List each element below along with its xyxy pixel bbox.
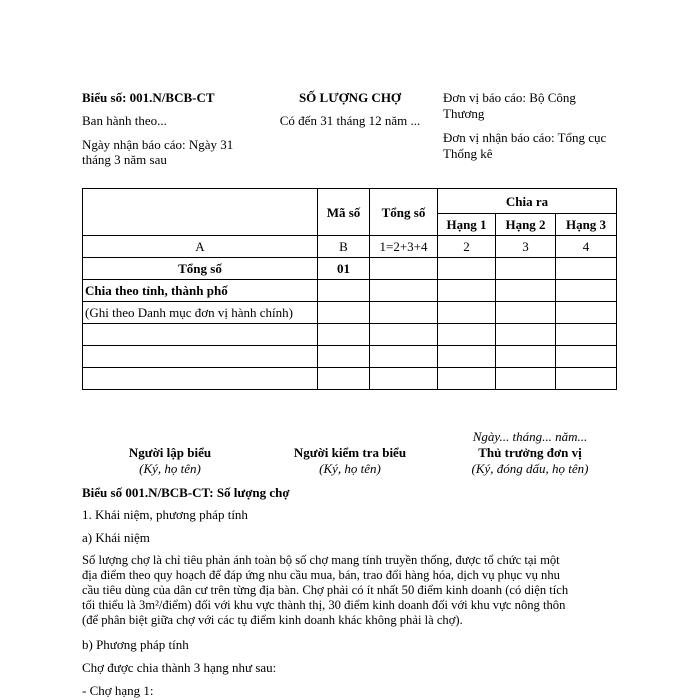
table-cell — [83, 346, 318, 368]
head-sub: (Ký, đóng dấu, họ tên) — [471, 461, 589, 476]
table-cell — [496, 324, 556, 346]
table-cell — [318, 324, 370, 346]
signature-date: Ngày... tháng... năm... — [472, 429, 588, 444]
note-row — [83, 302, 617, 324]
index-row — [83, 236, 617, 258]
table-cell — [496, 302, 556, 324]
paragraph-line: tối thiểu là 3m²/điểm) đối với khu vực thành thị, 30 điểm kinh doanh đối với khu vực nông thôn — [82, 598, 566, 612]
header-blank-cell — [83, 189, 318, 236]
table-cell — [496, 368, 556, 390]
table-cell — [438, 302, 496, 324]
index-cell: B — [318, 236, 370, 258]
subsection-b-heading: b) Phương pháp tính — [82, 637, 189, 652]
head-title: Thủ trưởng đơn vị — [478, 445, 582, 460]
checker-title: Người kiểm tra biểu — [293, 445, 407, 460]
table-cell — [370, 280, 438, 302]
index-cell: 2 — [438, 236, 496, 258]
table-cell — [438, 258, 496, 280]
table-cell — [438, 280, 496, 302]
index-cell: 1=2+3+4 — [370, 236, 438, 258]
table-cell — [438, 346, 496, 368]
table-cell — [83, 368, 318, 390]
reporting-unit-line1: Đơn vị báo cáo: Bộ Công — [443, 90, 576, 105]
issued-by: Ban hành theo... — [82, 113, 167, 128]
table-cell — [370, 302, 438, 324]
reporting-unit-line2: Thương — [443, 106, 485, 121]
table-cell — [318, 280, 370, 302]
table-cell — [556, 368, 617, 390]
report-table — [82, 188, 617, 390]
table-cell — [496, 346, 556, 368]
as-of-date: Có đến 31 tháng 12 năm ... — [279, 113, 421, 128]
preparer-title: Người lập biểu — [128, 445, 212, 460]
table-cell — [370, 324, 438, 346]
receiving-unit-line1: Đơn vị nhận báo cáo: Tổng cục — [443, 130, 607, 145]
by-province-label: Chia theo tỉnh, thành phố — [83, 280, 318, 302]
empty-row — [83, 324, 617, 346]
table-cell — [370, 368, 438, 390]
total-code: 01 — [318, 258, 370, 280]
index-cell: 3 — [496, 236, 556, 258]
receive-date-line1: Ngày nhận báo cáo: Ngày 31 — [82, 137, 234, 152]
table-cell — [370, 258, 438, 280]
checker-sub: (Ký, họ tên) — [319, 461, 381, 476]
paragraph-line: Số lượng chợ là chỉ tiêu phản ánh toàn bộ số chợ mang tính truyền thống, được tổ chức tại một — [82, 553, 560, 567]
table-cell — [318, 368, 370, 390]
paragraph-line: địa điểm theo quy hoạch để đáp ứng nhu cầu mua, bán, trao đổi hàng hóa, dịch vụ phục vụ nhu — [82, 568, 560, 582]
table-cell — [83, 324, 318, 346]
col-rank2-header: Hạng 2 — [496, 214, 556, 236]
table-cell — [370, 346, 438, 368]
receive-date-line2: tháng 3 năm sau — [82, 152, 167, 167]
table-cell — [556, 346, 617, 368]
empty-row — [83, 368, 617, 390]
table-cell — [318, 346, 370, 368]
col-rank3-header: Hạng 3 — [556, 214, 617, 236]
concept-paragraph — [82, 553, 622, 628]
section-1-heading: 1. Khái niệm, phương pháp tính — [82, 507, 248, 522]
col-total-header: Tổng số — [370, 189, 438, 236]
receiving-unit-line2: Thống kê — [443, 146, 493, 161]
col-rank1-header: Hạng 1 — [438, 214, 496, 236]
explanation-heading: Biểu số 001.N/BCB-CT: Số lượng chợ — [82, 485, 290, 500]
total-label: Tổng số — [83, 258, 318, 280]
subsection-a-heading: a) Khái niệm — [82, 530, 150, 545]
table-cell — [318, 302, 370, 324]
table-cell — [556, 280, 617, 302]
table-cell — [438, 368, 496, 390]
province-row — [83, 280, 617, 302]
empty-row — [83, 346, 617, 368]
col-group-header: Chia ra — [438, 189, 617, 214]
paragraph-line: cầu tiêu dùng của dân cư trên từng địa bàn. Chợ phải có ít nhất 50 điểm kinh doanh (có diện tích — [82, 583, 569, 597]
form-code: Biểu số: 001.N/BCB-CT — [82, 90, 215, 105]
index-cell: 4 — [556, 236, 617, 258]
table-cell — [556, 258, 617, 280]
note-label: (Ghi theo Danh mục đơn vị hành chính) — [83, 302, 318, 324]
paragraph-line: (để phân biệt giữa chợ với các tụ điểm kinh doanh khác không phải là chợ). — [82, 613, 463, 627]
table-cell — [438, 324, 496, 346]
table-cell — [496, 280, 556, 302]
col-code-header: Mã số — [318, 189, 370, 236]
rank-1-item: - Chợ hạng 1: — [82, 683, 154, 698]
page-title: SỐ LƯỢNG CHỢ — [298, 90, 402, 105]
table-cell — [556, 324, 617, 346]
table-cell — [496, 258, 556, 280]
preparer-sub: (Ký, họ tên) — [139, 461, 201, 476]
total-row — [83, 258, 617, 280]
index-cell: A — [83, 236, 318, 258]
table-cell — [556, 302, 617, 324]
method-paragraph: Chợ được chia thành 3 hạng như sau: — [82, 660, 277, 675]
